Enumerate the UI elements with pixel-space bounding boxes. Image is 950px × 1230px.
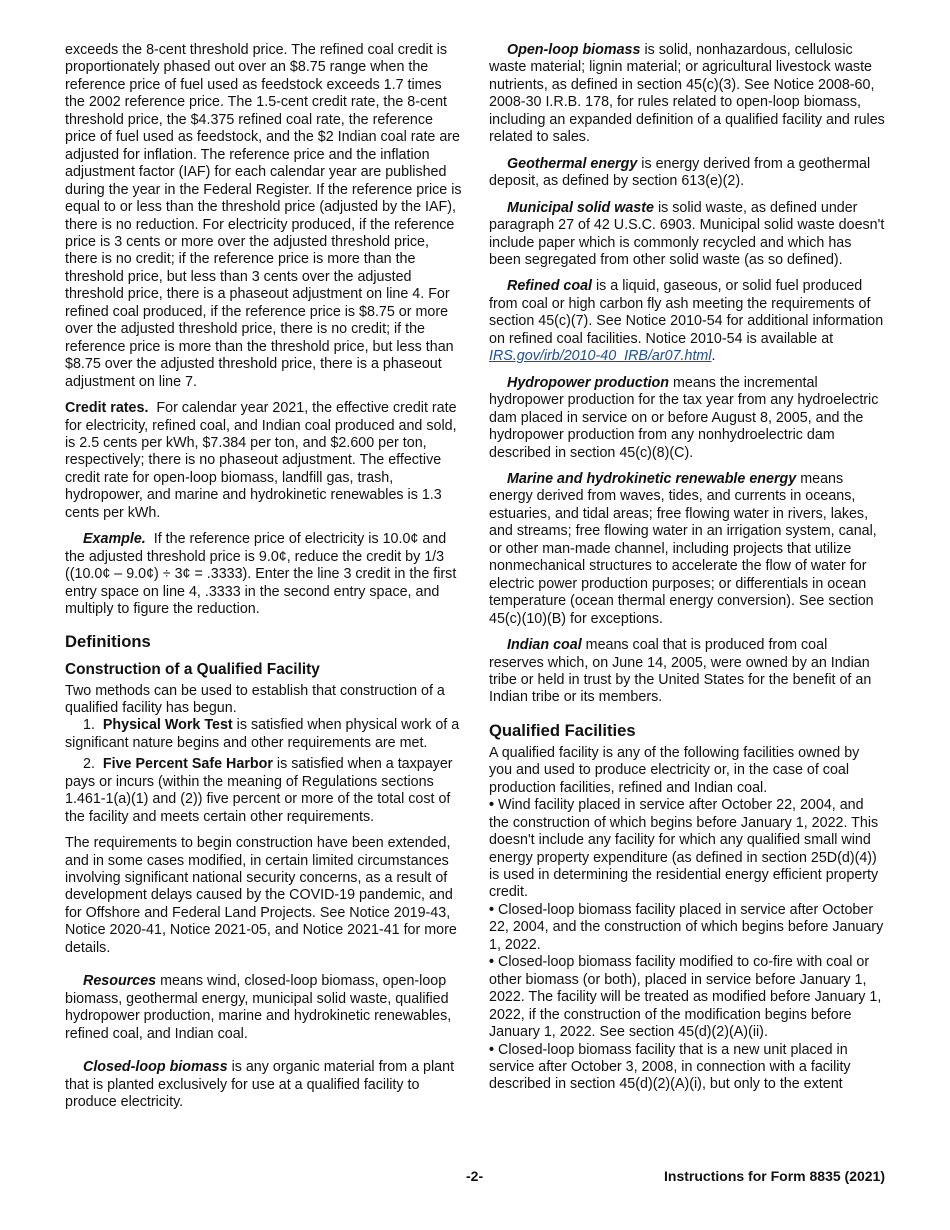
definitions-heading: Definitions (65, 631, 151, 651)
closed-loop-paragraph (65, 1059, 463, 1111)
marine-term: Marine and hydrokinetic renewable energy (507, 470, 797, 487)
credit-rates-paragraph (65, 400, 463, 522)
intro-paragraph: exceeds the 8-cent threshold price. The refined coal credit is proportionately phased out over an $8.75 range when the reference price of fuel used as feedstock exceeds 1.7 times the 2002 reference price. The 1.5-cent credit rate, the 8-cent threshold price, the $4.375 refined coal rate, the reference price of fuel used as feedstock, and the $2 Indian coal rate are adjusted for inflation. The reference price and the inflation adjustment factor (IAF) for each calendar year are published during the year in the Federal Register. If the reference price is equal to or less than the threshold price (adjusted by the IAF), there is no reduction. For electricity produced, if the reference price is 3 cents or more over the adjusted threshold price, there is no credit; if the reference price is more than the threshold price, but less than 3 cents over the adjusted threshold price, there is a phaseout adjustment on line 4. For refined coal produced, if the reference price is $8.75 or more over the adjusted threshold price, there is no credit; if the reference price is more than the threshold price, but less than $8.75 over the adjusted threshold price, there is a phaseout adjustment on line 7. (65, 42, 462, 390)
method-1-text: is satisfied when physical work of a significant nature begins and other requirements are met. (65, 717, 460, 751)
list-item (489, 1042, 885, 1094)
geothermal-term: Geothermal energy (507, 155, 638, 172)
bullet-text: Wind facility placed in service after October 22, 2004, and the construction of which begins before January 1, 2022. This doesn't include any facility for which any qualified small wind energy property expenditure (as defined in section 25D(d)(4)) is used in determining the residential energy efficient property credit. (489, 797, 879, 901)
marine-text: means energy derived from waves, tides, and currents in oceans, estuaries, and tidal areas; free flowing water in rivers, lakes, and streams; free flowing water in an irrigation system, canal, or other man-made channel, including projects that utilize nonmechanical structures to accelerate the flow of water for electric power production purposes; or differentials in ocean temperature (ocean thermal energy conversion). See section 45(c)(10)(B) for exceptions. (489, 470, 877, 627)
refined-coal-paragraph (489, 278, 885, 365)
indian-coal-term: Indian coal (507, 637, 582, 654)
page-number: -2- (466, 1168, 484, 1184)
method-1-paragraph (65, 717, 463, 752)
bullet-icon: • (489, 1041, 495, 1058)
hydropower-term: Hydropower production (507, 374, 670, 391)
resources-term: Resources (83, 973, 157, 990)
construction-heading: Construction of a Qualified Facility (65, 660, 320, 678)
credit-rates-term: Credit rates. (65, 400, 149, 417)
hydropower-text: means the incremental hydropower production for the tax year from any hydroelectric dam placed in service on or before August 8, 2005, and the hydropower production from any nonhydroelectric dam described in section 45(c)(8)(C). (489, 374, 879, 461)
indian-coal-paragraph (489, 637, 885, 707)
example-text: If the reference price of electricity is 10.0¢ and the adjusted threshold price is 9.0¢, reduce the credit by 1/3 ((10.0¢ – 9.0¢) ÷ 3¢ = .3333). Enter the line 3 credit in the first entry space on line 4, .3333 in the second entry space, and multiply to figure the reduction. (65, 531, 457, 618)
bullet-text: Closed-loop biomass facility modified to co-fire with coal or other biomass (or both), placed in service before January 1, 2022. The facility will be treated as modified before January 1, 2022, if the construction of the modification begins before January 1, 2022. See section 45(d)(2)(A)(ii). (489, 954, 882, 1041)
method-2-paragraph (65, 756, 463, 826)
marine-paragraph (489, 471, 885, 628)
list-item (489, 797, 885, 902)
bullet-text: Closed-loop biomass facility placed in service after October 22, 2004, and the construction of which begins before January 1, 2022. (489, 901, 884, 953)
msw-text: is solid waste, as defined under paragraph 27 of 42 U.S.C. 6903. Municipal solid waste doesn't include paper which is commonly recycled and which has been segregated from other solid waste (as so defined). (489, 199, 885, 268)
refined-coal-term: Refined coal (507, 278, 593, 295)
example-term: Example. (83, 531, 146, 548)
refined-coal-text: is a liquid, gaseous, or solid fuel produced from coal or high carbon fly ash meeting the requirements of section 45(c)(7). See Notice 2010-54 for additional information on refined coal facilities. Notice 2010-54 is available at (489, 278, 884, 347)
bullet-icon: • (489, 901, 495, 918)
bullet-text: Closed-loop biomass facility that is a new unit placed in service after October 3, 2008, in connection with a facility described in section 45(d)(2)(A)(i), but only to the extent (489, 1041, 851, 1093)
indian-coal-text: means coal that is produced from coal reserves which, on June 14, 2005, were owned by an Indian tribe or held in trust by the United States for the benefit of an Indian tribe or its members. (489, 637, 872, 706)
closed-loop-term: Closed-loop biomass (83, 1059, 228, 1076)
open-loop-term: Open-loop biomass (507, 42, 641, 58)
list-item (489, 902, 885, 954)
method-1-term: Physical Work Test (102, 717, 233, 734)
credit-rates-text: For calendar year 2021, the effective credit rate for electricity, refined coal, and Indian coal produced and sold, is 2.5 cents per kWh, $7.384 per ton, and $2.600 per ton, respectively; there is no phaseout adjustment. The effective credit rate for open-loop biomass, landfill gas, trash, hydropower, and marine and hydrokinetic renewables is 1.3 cents per kWh. (65, 400, 457, 521)
open-loop-text: is solid, nonhazardous, cellulosic waste material; lignin material; or agricultural livestock waste nutrients, as defined in section 45(c)(3). See Notice 2008-60, 2008-30 I.R.B. 178, for rules related to open-loop biomass, including an expanded definition of a qualified facility and rules related to sales. (489, 42, 885, 146)
example-paragraph (65, 531, 463, 618)
msw-paragraph (489, 200, 885, 270)
qualified-intro: A qualified facility is any of the following facilities owned by you and used to produce electricity or, in the case of coal production facilities, refined and Indian coal. (489, 744, 860, 796)
method-1-number: 1. (83, 717, 95, 734)
bullet-icon: • (489, 797, 495, 814)
refined-coal-end: . (711, 348, 716, 365)
method-2-number: 2. (83, 756, 95, 773)
right-column (489, 42, 885, 1094)
construction-intro: Two methods can be used to establish that construction of a qualified facility has begun. (65, 682, 445, 716)
closed-loop-text: is any organic material from a plant that is planted exclusively for use at a qualified facility to produce electricity. (65, 1059, 455, 1111)
geothermal-text: is energy derived from a geothermal deposit, as defined by section 613(e)(2). (489, 155, 871, 190)
msw-term: Municipal solid waste (507, 199, 654, 216)
left-column (65, 42, 463, 1120)
resources-paragraph (65, 973, 463, 1043)
irs-gov-link[interactable]: IRS.gov/irb/2010-40_IRB/ar07.html (489, 348, 712, 365)
bullet-icon: • (489, 954, 495, 971)
form-name: Instructions for Form 8835 (2021) (664, 1168, 885, 1184)
qualified-facilities-heading: Qualified Facilities (489, 720, 636, 740)
open-loop-paragraph (489, 42, 885, 147)
method-2-text: is satisfied when a taxpayer pays or incurs (within the meaning of Regulations sections 1.461-1(a)(1) and (2)) five percent or more of the total cost of the facility and meets certain other requirements. (65, 756, 453, 825)
method-2-term: Five Percent Safe Harbor (102, 756, 273, 773)
hydropower-paragraph (489, 375, 885, 462)
requirements-paragraph: The requirements to begin construction have been extended, and in some cases modified, in certain limited circumstances involving significant national security concerns, as a result of development delays caused by the COVID-19 pandemic, and for Offshore and Federal Land Projects. See Notice 2019-43, Notice 2020-41, Notice 2021-05, and Notice 2021-41 for more details. (65, 835, 457, 956)
geothermal-paragraph (489, 156, 885, 191)
list-item (489, 954, 885, 1041)
resources-text: means wind, closed-loop biomass, open-loop biomass, geothermal energy, municipal solid waste, qualified hydropower production, marine and hydrokinetic renewables, refined coal, and Indian coal. (65, 973, 452, 1042)
